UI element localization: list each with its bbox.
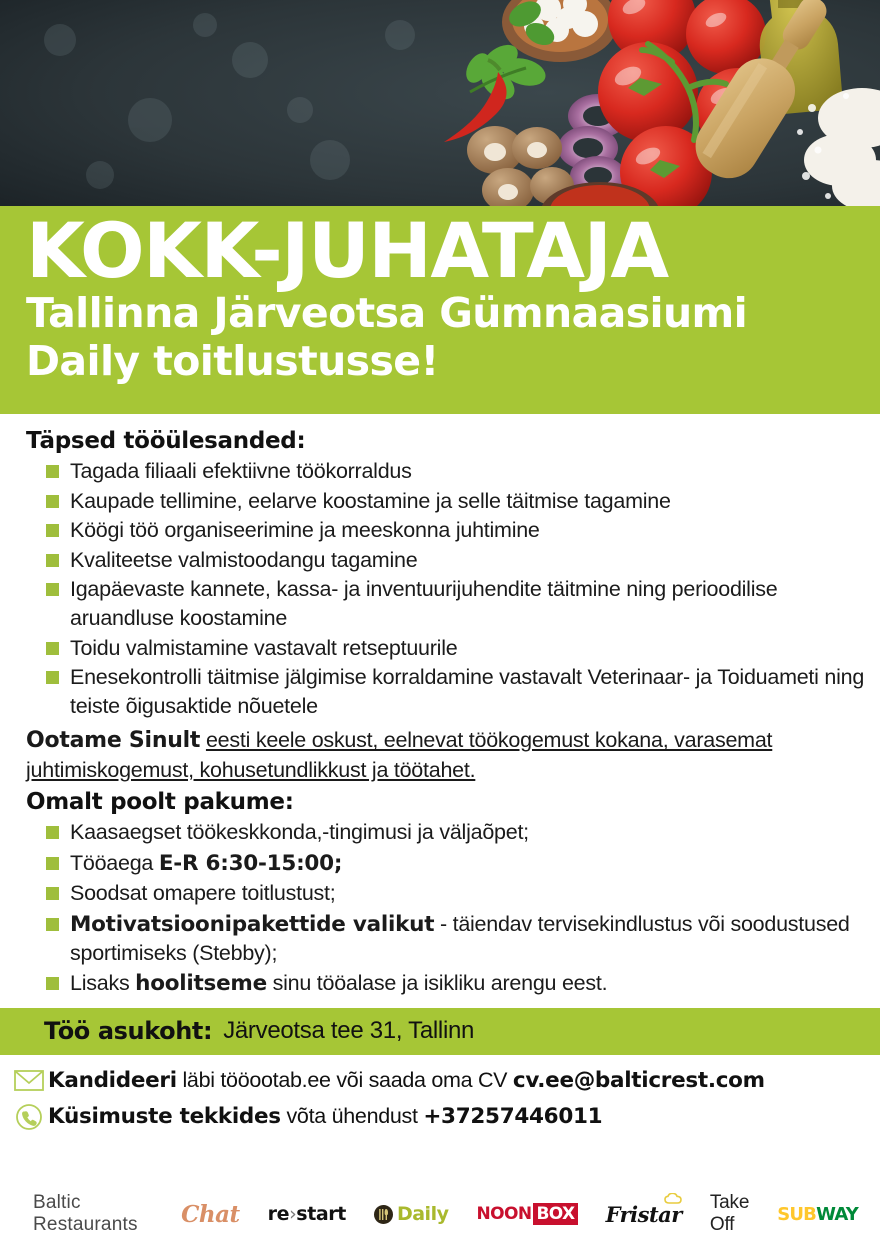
subtitle-line-1: Tallinna Järveotsa Gümnaasiumi xyxy=(26,289,748,338)
brand-logo-list xyxy=(181,1192,858,1236)
list-item xyxy=(44,879,866,909)
email-bold-lead: Kandideeri xyxy=(48,1067,177,1093)
fork-knife-icon xyxy=(374,1205,393,1224)
contact-phone-row[interactable] xyxy=(10,1104,880,1130)
offer-text-post: - täiendav tervisekindlustus või soodustused sportimiseks (Stebby); xyxy=(70,911,850,966)
location-value: Järveotsa tee 31, Tallinn xyxy=(223,1017,475,1045)
location-bar xyxy=(0,1008,880,1055)
restart-arrow-icon: › xyxy=(289,1203,297,1225)
cloud-icon xyxy=(664,1193,684,1205)
offer-text-bold: Motivatsioonipakettide valikut xyxy=(70,911,435,937)
email-address[interactable]: cv.ee@balticrest.com xyxy=(512,1067,765,1093)
list-item: Igapäevaste kannete, kassa- ja inventuurijuhendite täitmine ning perioodilise aruandluse koostamine xyxy=(44,575,866,632)
contact-section xyxy=(0,1055,880,1130)
content-area xyxy=(0,414,880,999)
company-name: Baltic Restaurants xyxy=(33,1192,138,1235)
noon-suffix: BOX xyxy=(533,1203,577,1225)
offer-text-post: sinu tööalase ja isikliku arengu eest. xyxy=(266,971,608,996)
offer-heading: Omalt poolt pakume: xyxy=(26,789,294,816)
fristar-label: Fristar xyxy=(605,1201,682,1227)
location-label: Töö asukoht: xyxy=(44,1017,213,1046)
list-item: Köögi töö organiseerimine ja meeskonna juhtimine xyxy=(44,516,866,545)
subtitle-line-2: Daily toitlustusse! xyxy=(26,336,439,385)
footer-brand-strip xyxy=(0,1183,880,1245)
duties-heading: Täpsed tööülesanded: xyxy=(26,428,306,454)
offer-text-pre: Lisaks xyxy=(70,971,136,996)
list-item: Toidu valmistamine vastavalt retseptuurile xyxy=(44,634,866,663)
email-middle: läbi tööootab.ee või saada oma CV xyxy=(176,1067,513,1092)
brand-logo-takeoff[interactable]: Take Off xyxy=(709,1192,750,1235)
duties-list xyxy=(44,457,866,720)
expectations-paragraph xyxy=(26,726,866,785)
brand-logo-chat[interactable]: Chat xyxy=(181,1200,240,1228)
phone-number[interactable]: +37257446011 xyxy=(423,1104,603,1130)
expectations-text: eesti keele oskust, eelnevat töökogemust kokana, varasemat juhtimiskogemust, kohusetundlikkust ja töötahet. xyxy=(26,728,773,783)
phone-circle-icon xyxy=(10,1104,48,1130)
list-item xyxy=(44,849,866,879)
phone-middle: võta ühendust xyxy=(280,1104,424,1129)
hero-food-photo xyxy=(0,0,880,206)
hero-illustration xyxy=(0,0,880,206)
phone-bold-lead: Küsimuste tekkides xyxy=(48,1104,281,1130)
list-item xyxy=(44,818,866,848)
page-title: KOKK-JUHATAJA xyxy=(26,206,668,295)
contact-email-text xyxy=(48,1068,765,1093)
list-item: Kaupade tellimine, eelarve koostamine ja selle täitmise tagamine xyxy=(44,487,866,516)
brand-logo-fristar[interactable] xyxy=(606,1202,682,1227)
offer-list xyxy=(44,818,866,999)
brand-logo-noonbox[interactable] xyxy=(476,1203,577,1225)
restart-suffix: start xyxy=(296,1203,346,1225)
title-banner xyxy=(0,206,880,414)
brand-logo-subway[interactable] xyxy=(777,1204,858,1225)
contact-phone-text xyxy=(48,1104,602,1129)
envelope-icon xyxy=(10,1070,48,1091)
list-item xyxy=(44,969,866,999)
subway-prefix: SUB xyxy=(777,1203,817,1225)
brand-logo-daily[interactable] xyxy=(374,1203,449,1225)
daily-label: Daily xyxy=(396,1203,449,1225)
contact-email-row[interactable] xyxy=(10,1068,880,1093)
expectations-lead: Ootame Sinult xyxy=(26,728,201,754)
offer-text-pre: Kaasaegset töökeskkonda,-tingimusi ja väljaõpet; xyxy=(70,820,529,845)
list-item: Kvaliteetse valmistoodangu tagamine xyxy=(44,546,866,575)
offer-text-pre: Tööaega xyxy=(70,850,159,875)
subway-suffix: WAY xyxy=(816,1203,858,1225)
brand-logo-restart[interactable] xyxy=(268,1203,346,1225)
offer-text-pre: Soodsat omapere toitlustust; xyxy=(70,881,336,906)
list-item: Tagada filiaali efektiivne töökorraldus xyxy=(44,457,866,486)
noon-prefix: NOON xyxy=(476,1204,532,1224)
list-item xyxy=(44,910,866,968)
list-item: Enesekontrolli täitmise jälgimise korraldamine vastavalt Veterinaar- ja Toiduameti ning teiste õigusaktide nõuetele xyxy=(44,663,866,720)
offer-text-bold: hoolitseme xyxy=(135,971,267,997)
restart-prefix: re xyxy=(267,1203,290,1225)
offer-text-bold: E-R 6:30-15:00; xyxy=(158,850,343,876)
